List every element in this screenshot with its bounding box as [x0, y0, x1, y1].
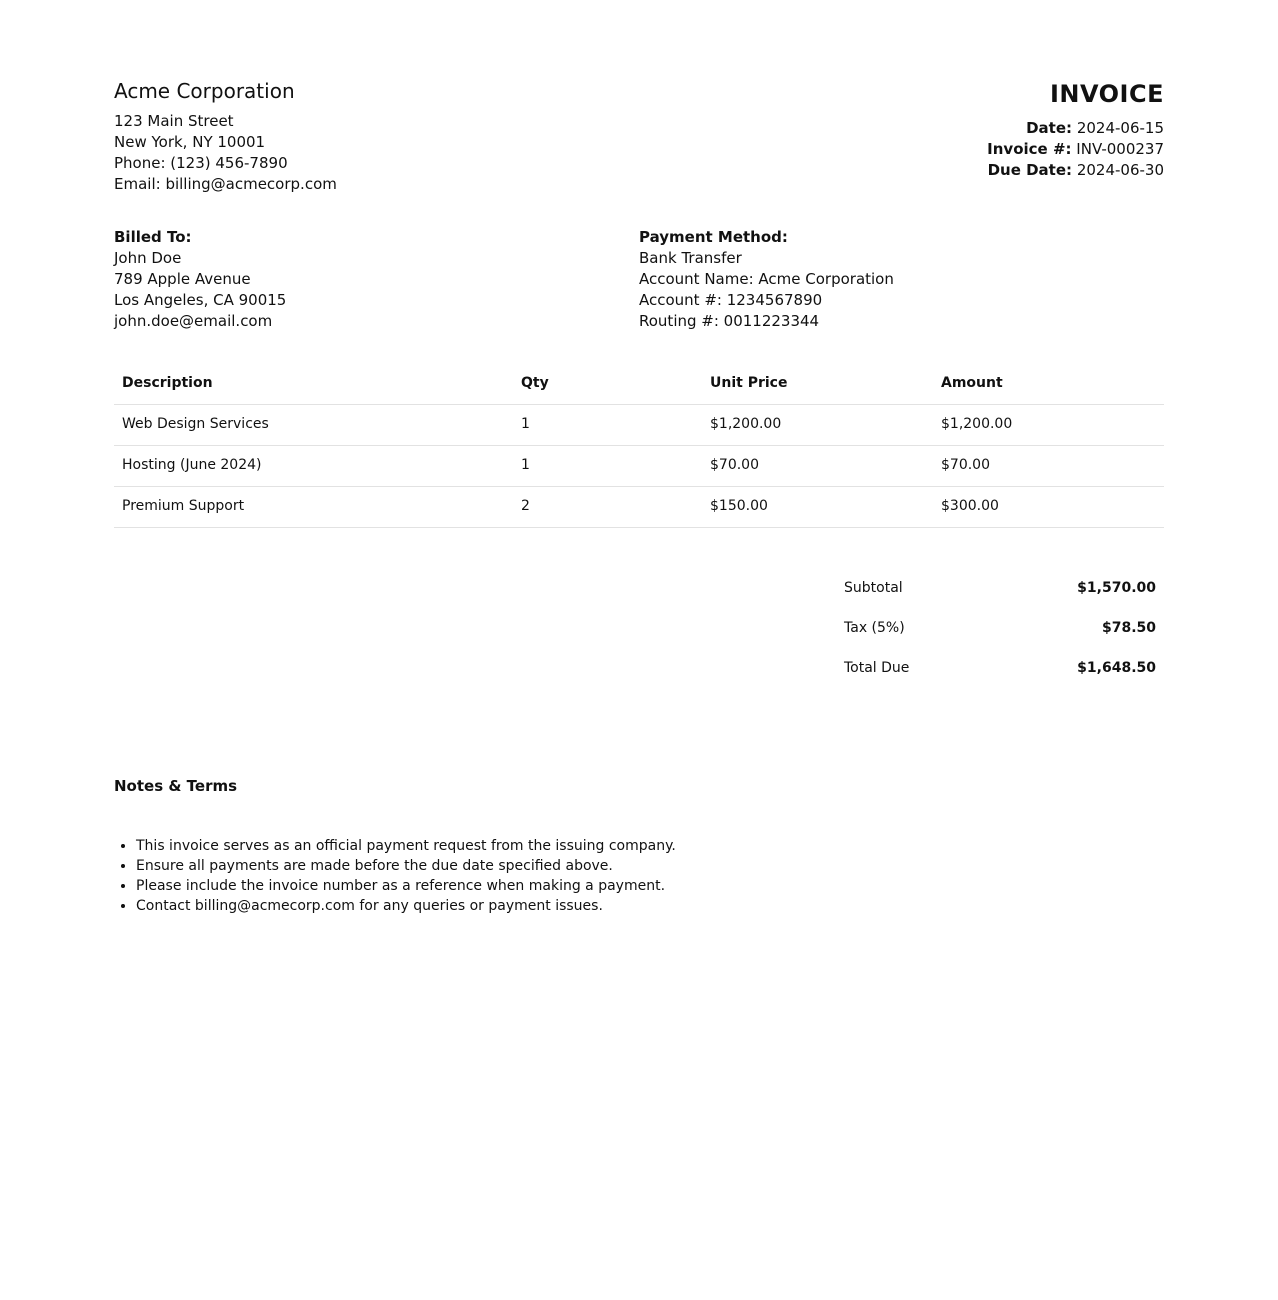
company-email: Email: billing@acmecorp.com	[114, 175, 337, 193]
invoice-title: INVOICE	[1049, 80, 1164, 108]
list-item: • Ensure all payments are made before the due date specified above.	[136, 856, 1164, 876]
cell-amount: $1,200.00	[933, 405, 1164, 446]
company-address	[114, 111, 337, 195]
subtotal-value: $1,570.00	[1077, 580, 1156, 596]
billed-to-address-line1: 789 Apple Avenue	[114, 270, 251, 288]
total-due-label: Total Due	[844, 660, 910, 676]
invoice-due-label: Due Date:	[987, 161, 1073, 179]
table-row	[114, 487, 1164, 528]
total-due-value: $1,648.50	[1077, 660, 1156, 676]
notes-section	[114, 776, 1164, 916]
billed-to-title: Billed To:	[114, 228, 192, 246]
company-address-line2: New York, NY 10001	[114, 133, 266, 151]
cell-amount: $70.00	[933, 446, 1164, 487]
invoice-header	[114, 76, 1164, 195]
list-item: • This invoice serves as an official payment request from the issuing company.	[136, 836, 1164, 856]
total-due-row	[844, 654, 1164, 694]
notes-list	[114, 836, 1164, 916]
cell-description: Hosting (June 2024)	[114, 446, 513, 487]
invoice-meta-block	[987, 76, 1164, 181]
payment-account-name: Account Name: Acme Corporation	[639, 270, 894, 288]
billed-to-block	[114, 227, 639, 332]
invoice-date-label: Date:	[1026, 119, 1073, 137]
notes-title: Notes & Terms	[114, 777, 238, 795]
payment-method-block	[639, 227, 1164, 332]
payment-method-title: Payment Method:	[639, 228, 788, 246]
payment-routing-number: Routing #: 0011223344	[639, 312, 820, 330]
cell-unit-price: $150.00	[702, 487, 933, 528]
invoice-page	[114, 76, 1164, 914]
list-item: • Contact billing@acmecorp.com for any queries or payment issues.	[136, 896, 1164, 916]
cell-unit-price: $70.00	[702, 446, 933, 487]
header-unit-price: Unit Price	[702, 364, 933, 405]
invoice-due-row	[987, 160, 1164, 181]
invoice-number-value: INV-000237	[1076, 140, 1164, 158]
billed-to-email: john.doe@email.com	[114, 312, 273, 330]
table-row	[114, 405, 1164, 446]
tax-label: Tax (5%)	[844, 620, 905, 636]
invoice-number-label: Invoice #:	[987, 140, 1072, 158]
subtotal-label: Subtotal	[844, 580, 903, 596]
invoice-date-value: 2024-06-15	[1076, 119, 1164, 137]
header-amount: Amount	[933, 364, 1164, 405]
tax-value: $78.50	[1101, 620, 1156, 636]
cell-description: Premium Support	[114, 487, 513, 528]
payment-account-number: Account #: 1234567890	[639, 291, 823, 309]
totals-block	[844, 574, 1164, 694]
table-row	[114, 446, 1164, 487]
parties-section	[114, 227, 1164, 332]
cell-qty: 2	[513, 487, 702, 528]
company-name: Acme Corporation	[114, 79, 295, 103]
header-description: Description	[114, 364, 513, 405]
payment-method-type: Bank Transfer	[639, 249, 742, 267]
invoice-date-row	[987, 118, 1164, 139]
cell-amount: $300.00	[933, 487, 1164, 528]
cell-qty: 1	[513, 446, 702, 487]
company-address-line1: 123 Main Street	[114, 112, 234, 130]
list-item: • Please include the invoice number as a reference when making a payment.	[136, 876, 1164, 896]
invoice-due-value: 2024-06-30	[1076, 161, 1164, 179]
cell-description: Web Design Services	[114, 405, 513, 446]
company-phone: Phone: (123) 456-7890	[114, 154, 288, 172]
items-table-header-row	[114, 364, 1164, 405]
items-table	[114, 364, 1164, 528]
subtotal-row	[844, 574, 1164, 614]
billed-to-name: John Doe	[114, 249, 182, 267]
company-block	[114, 76, 337, 195]
cell-unit-price: $1,200.00	[702, 405, 933, 446]
tax-row	[844, 614, 1164, 654]
invoice-number-row	[987, 139, 1164, 160]
cell-qty: 1	[513, 405, 702, 446]
billed-to-address-line2: Los Angeles, CA 90015	[114, 291, 287, 309]
header-qty: Qty	[513, 364, 702, 405]
